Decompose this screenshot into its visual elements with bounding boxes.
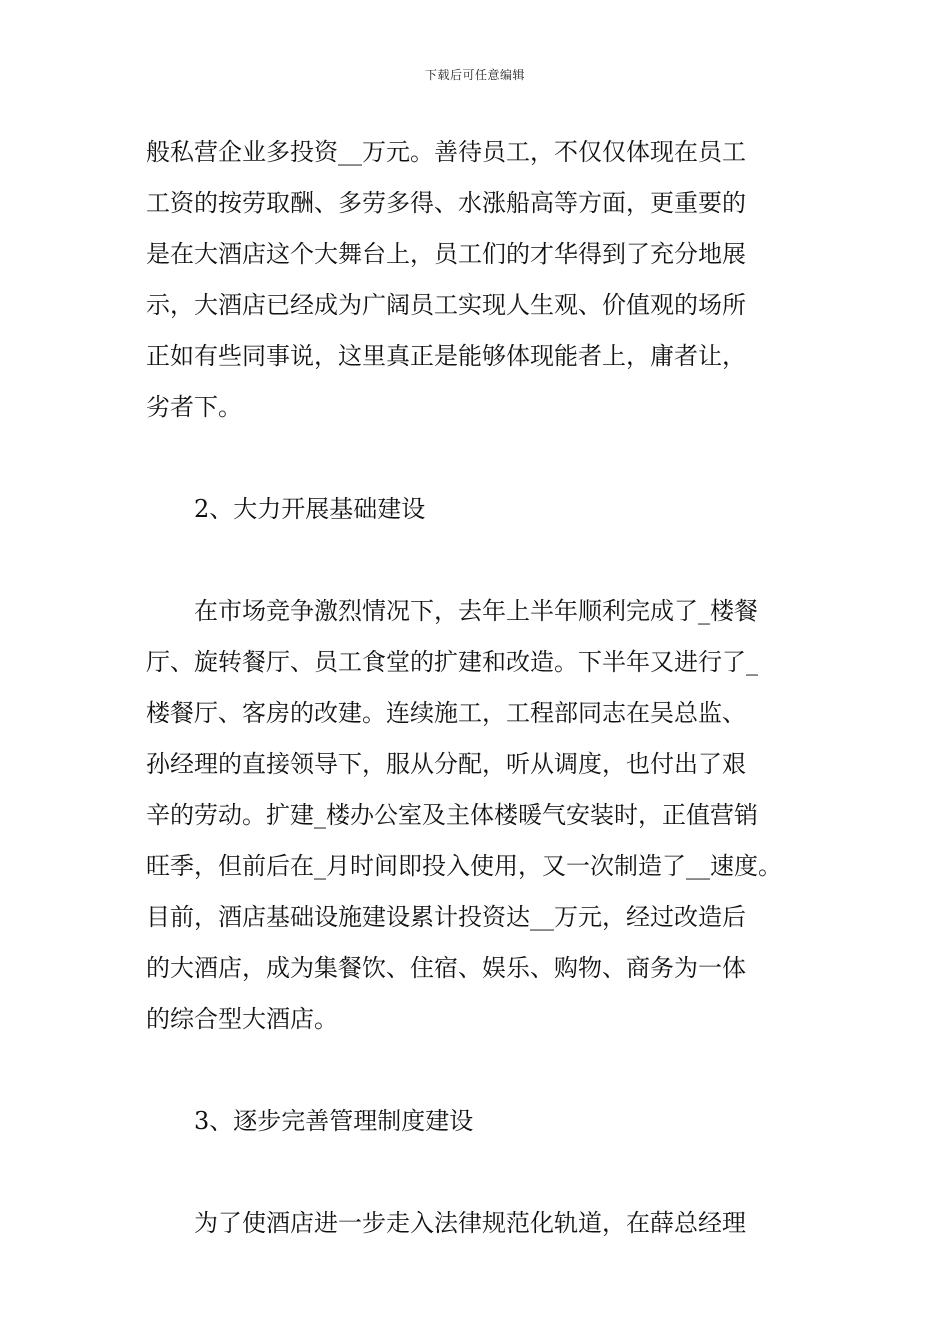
- paragraph-2: [146, 586, 826, 1045]
- paragraph-line: 般私营企业多投资__万元。善待员工，不仅仅体现在员工: [146, 138, 746, 166]
- paragraph-line: 楼餐厅、客房的改建。连续施工，工程部同志在吴总监、: [146, 699, 746, 727]
- paragraph-line: 示，大酒店已经成为广阔员工实现人生观、价值观的场所: [146, 291, 746, 319]
- document-body: [146, 127, 826, 1249]
- paragraph-line: 为了使酒店进一步走入法律规范化轨道，在薛总经理: [194, 1209, 746, 1237]
- paragraph-line: 孙经理的直接领导下，服从分配，听从调度，也付出了艰: [146, 750, 746, 778]
- blank-line: [146, 433, 826, 484]
- blank-line: [146, 1045, 826, 1096]
- section-heading-3: 3、逐步完善管理制度建设: [194, 1107, 474, 1135]
- paragraph-line: 的综合型大酒店。: [146, 1005, 338, 1033]
- paragraph-line: 在市场竞争激烈情况下，去年上半年顺利完成了_楼餐: [194, 597, 758, 625]
- paragraph-line: 劣者下。: [146, 393, 242, 421]
- blank-line: [146, 1147, 826, 1198]
- paragraph-line: 辛的劳动。扩建_楼办公室及主体楼暖气安装时，正值营销: [146, 801, 758, 829]
- blank-line: [146, 535, 826, 586]
- paragraph-3: [146, 1198, 826, 1249]
- paragraph-line: 厅、旋转餐厅、员工食堂的扩建和改造。下半年又进行了_: [146, 648, 758, 676]
- paragraph-line: 正如有些同事说，这里真正是能够体现能者上，庸者让，: [146, 342, 746, 370]
- paragraph-1: [146, 127, 826, 433]
- header-note: 下载后可任意编辑: [424, 68, 525, 82]
- paragraph-line: 目前，酒店基础设施建设累计投资达__万元，经过改造后: [146, 903, 746, 931]
- section-heading-2: 2、大力开展基础建设: [194, 495, 426, 523]
- paragraph-line: 的大酒店，成为集餐饮、住宿、娱乐、购物、商务为一体: [146, 954, 746, 982]
- paragraph-line: 是在大酒店这个大舞台上，员工们的才华得到了充分地展: [146, 240, 746, 268]
- paragraph-line: 工资的按劳取酬、多劳多得、水涨船高等方面，更重要的: [146, 189, 746, 217]
- paragraph-line: 旺季，但前后在_月时间即投入使用，又一次制造了__速度。: [146, 852, 782, 880]
